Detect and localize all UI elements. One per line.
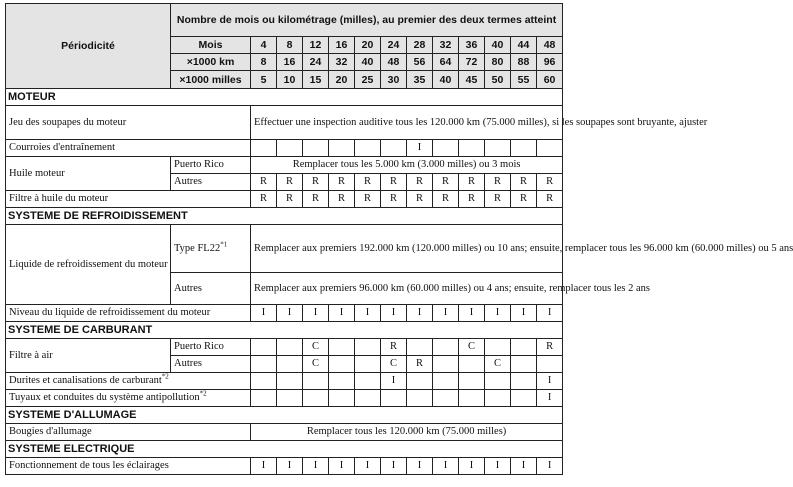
interval-value: 15: [303, 71, 329, 89]
item-label: Filtre à huile du moteur: [6, 191, 251, 208]
service-mark: C: [459, 339, 485, 356]
section-title: MOTEUR: [6, 89, 563, 106]
service-mark: I: [381, 458, 407, 475]
service-mark: [355, 339, 381, 356]
service-mark: I: [511, 305, 537, 322]
service-mark: [485, 373, 511, 390]
section-title: SYSTEME D'ALLUMAGE: [6, 407, 563, 424]
service-mark: R: [511, 191, 537, 208]
interval-value: 35: [407, 71, 433, 89]
service-mark: I: [381, 373, 407, 390]
service-mark: R: [381, 339, 407, 356]
service-mark: I: [459, 305, 485, 322]
interval-value: 10: [277, 71, 303, 89]
service-mark: R: [277, 191, 303, 208]
interval-value: 64: [433, 54, 459, 71]
service-mark: [251, 390, 277, 407]
service-mark: [251, 339, 277, 356]
interval-value: 40: [355, 54, 381, 71]
interval-value: 88: [511, 54, 537, 71]
service-mark: I: [277, 305, 303, 322]
service-mark: I: [251, 305, 277, 322]
interval-value: 96: [537, 54, 563, 71]
service-mark: R: [433, 174, 459, 191]
section-electrique: [6, 441, 563, 458]
service-mark: R: [511, 174, 537, 191]
item-label: Courroies d'entraînement: [6, 140, 251, 157]
interval-value: 40: [433, 71, 459, 89]
service-mark: [433, 390, 459, 407]
item-label: [6, 373, 251, 390]
section-title: SYSTEME ELECTRIQUE: [6, 441, 563, 458]
service-mark: [329, 140, 355, 157]
item-label: Jeu des soupapes du moteur: [6, 106, 251, 140]
row-liquide-fl22: [6, 225, 563, 273]
service-mark: [303, 390, 329, 407]
service-mark: R: [537, 339, 563, 356]
service-mark: [511, 390, 537, 407]
service-mark: [277, 373, 303, 390]
row-eclairages: [6, 458, 563, 475]
section-moteur: [6, 89, 563, 106]
interval-value: 72: [459, 54, 485, 71]
item-label: Bougies d'allumage: [6, 424, 251, 441]
item-label: Filtre à air: [6, 339, 171, 373]
service-mark: [303, 140, 329, 157]
service-mark: R: [459, 174, 485, 191]
service-mark: [511, 140, 537, 157]
item-label: Niveau du liquide de refroidissement du moteur: [6, 305, 251, 322]
service-mark: R: [407, 191, 433, 208]
service-mark: R: [251, 191, 277, 208]
service-mark: R: [485, 174, 511, 191]
section-title: SYSTEME DE CARBURANT: [6, 322, 563, 339]
service-mark: C: [485, 356, 511, 373]
row-durites: [6, 373, 563, 390]
service-mark: [277, 356, 303, 373]
service-mark: R: [303, 191, 329, 208]
service-mark: R: [407, 174, 433, 191]
service-mark: [329, 373, 355, 390]
service-mark: [433, 339, 459, 356]
header-label-km: ×1000 km: [171, 54, 251, 71]
footnote-marker: *2: [199, 389, 207, 398]
service-mark: R: [381, 191, 407, 208]
interval-value: 4: [251, 37, 277, 54]
interval-value: 32: [329, 54, 355, 71]
service-mark: R: [433, 191, 459, 208]
item-label: Huile moteur: [6, 157, 171, 191]
header-label-milles: ×1000 milles: [171, 71, 251, 89]
row-huile-pr: [6, 157, 563, 174]
row-niveau-liquide: [6, 305, 563, 322]
service-mark: [355, 356, 381, 373]
service-mark: R: [251, 174, 277, 191]
interval-value: 16: [277, 54, 303, 71]
service-mark: I: [407, 305, 433, 322]
item-sublabel: [171, 225, 251, 273]
footnote-marker: *1: [220, 240, 228, 248]
row-tuyaux: [6, 390, 563, 407]
service-mark: [537, 140, 563, 157]
service-mark: C: [381, 356, 407, 373]
interval-value: 25: [355, 71, 381, 89]
item-instruction: Remplacer tous les 5.000 km (3.000 milles) ou 3 mois: [251, 157, 563, 174]
interval-value: 28: [407, 37, 433, 54]
footnote-marker: *2: [161, 372, 169, 381]
service-mark: [407, 339, 433, 356]
service-mark: [277, 390, 303, 407]
interval-value: 12: [303, 37, 329, 54]
interval-value: 48: [537, 37, 563, 54]
service-mark: [381, 140, 407, 157]
interval-title: Nombre de mois ou kilométrage (milles), au premier des deux termes atteint: [171, 4, 563, 37]
interval-value: 24: [303, 54, 329, 71]
service-mark: R: [537, 174, 563, 191]
service-mark: R: [485, 191, 511, 208]
interval-value: 48: [381, 54, 407, 71]
item-instruction: Remplacer aux premiers 192.000 km (120.000 milles) ou 10 ans; ensuite, remplacer tous les 96.000 km (60.000 milles) ou 5 ans: [251, 225, 563, 273]
service-mark: R: [537, 191, 563, 208]
maintenance-schedule: [5, 3, 793, 475]
service-mark: [303, 373, 329, 390]
service-mark: I: [381, 305, 407, 322]
service-mark: I: [485, 458, 511, 475]
service-mark: [511, 373, 537, 390]
service-mark: I: [251, 458, 277, 475]
service-mark: I: [355, 305, 381, 322]
interval-value: 45: [459, 71, 485, 89]
service-mark: [251, 356, 277, 373]
header-title-row: [6, 4, 563, 37]
service-mark: [381, 390, 407, 407]
section-title: SYSTEME DE REFROIDISSEMENT: [6, 208, 563, 225]
interval-value: 36: [459, 37, 485, 54]
service-mark: R: [381, 174, 407, 191]
interval-value: 60: [537, 71, 563, 89]
section-carburant: [6, 322, 563, 339]
service-mark: [433, 356, 459, 373]
service-mark: [251, 373, 277, 390]
row-bougies: [6, 424, 563, 441]
item-sublabel: Autres: [171, 174, 251, 191]
service-mark: [277, 339, 303, 356]
interval-value: 55: [511, 71, 537, 89]
service-mark: R: [303, 174, 329, 191]
label-text: Durites et canalisations de carburant: [9, 375, 162, 386]
service-mark: [433, 373, 459, 390]
service-mark: [251, 140, 277, 157]
interval-value: 20: [329, 71, 355, 89]
item-sublabel: Puerto Rico: [171, 339, 251, 356]
interval-value: 20: [355, 37, 381, 54]
section-refroidissement: [6, 208, 563, 225]
label-text: Tuyaux et conduites du système antipollution: [9, 392, 200, 403]
item-instruction: Remplacer tous les 120.000 km (75.000 milles): [251, 424, 563, 441]
service-mark: [407, 390, 433, 407]
service-mark: [537, 356, 563, 373]
service-mark: C: [303, 339, 329, 356]
service-mark: I: [459, 458, 485, 475]
interval-value: 56: [407, 54, 433, 71]
item-instruction: Effectuer une inspection auditive tous les 120.000 km (75.000 milles), si les soupapes sont bruyante, ajuster: [251, 106, 563, 140]
service-mark: R: [407, 356, 433, 373]
interval-value: 40: [485, 37, 511, 54]
item-instruction: Remplacer aux premiers 96.000 km (60.000 milles) ou 4 ans; ensuite, remplacer tous les 2 ans: [251, 273, 563, 305]
interval-value: 8: [277, 37, 303, 54]
service-mark: I: [303, 458, 329, 475]
section-allumage: [6, 407, 563, 424]
service-mark: R: [329, 191, 355, 208]
periodicite-header: Périodicité: [6, 4, 171, 89]
service-mark: I: [329, 458, 355, 475]
service-mark: I: [433, 458, 459, 475]
service-mark: I: [303, 305, 329, 322]
interval-value: 16: [329, 37, 355, 54]
row-courroies: [6, 140, 563, 157]
interval-value: 30: [381, 71, 407, 89]
row-jeu-soupapes: [6, 106, 563, 140]
service-mark: I: [485, 305, 511, 322]
service-mark: [511, 356, 537, 373]
service-mark: I: [433, 305, 459, 322]
service-mark: I: [277, 458, 303, 475]
interval-value: 44: [511, 37, 537, 54]
service-mark: [459, 390, 485, 407]
service-mark: [485, 390, 511, 407]
row-filtre-air-pr: [6, 339, 563, 356]
service-mark: [407, 373, 433, 390]
service-mark: [355, 390, 381, 407]
interval-value: 5: [251, 71, 277, 89]
service-mark: I: [355, 458, 381, 475]
interval-value: 32: [433, 37, 459, 54]
service-mark: [459, 140, 485, 157]
service-mark: R: [277, 174, 303, 191]
service-mark: I: [407, 140, 433, 157]
maintenance-table: [5, 3, 793, 475]
header-label-mois: Mois: [171, 37, 251, 54]
item-label: [6, 390, 251, 407]
service-mark: [277, 140, 303, 157]
service-mark: [355, 373, 381, 390]
sublabel-text: Type FL22: [174, 242, 221, 254]
service-mark: C: [303, 356, 329, 373]
item-sublabel: Puerto Rico: [171, 157, 251, 174]
service-mark: [329, 390, 355, 407]
item-sublabel: Autres: [171, 356, 251, 373]
service-mark: [485, 339, 511, 356]
service-mark: R: [459, 191, 485, 208]
service-mark: [433, 140, 459, 157]
service-mark: R: [329, 174, 355, 191]
item-label: Liquide de refroidissement du moteur: [6, 225, 171, 305]
service-mark: R: [355, 191, 381, 208]
service-mark: R: [355, 174, 381, 191]
service-mark: I: [537, 390, 563, 407]
interval-value: 50: [485, 71, 511, 89]
item-sublabel: Autres: [171, 273, 251, 305]
service-mark: [485, 140, 511, 157]
interval-value: 8: [251, 54, 277, 71]
service-mark: I: [537, 373, 563, 390]
interval-value: 24: [381, 37, 407, 54]
service-mark: I: [329, 305, 355, 322]
service-mark: I: [537, 305, 563, 322]
item-label: Fonctionnement de tous les éclairages: [6, 458, 251, 475]
service-mark: [355, 140, 381, 157]
service-mark: I: [537, 458, 563, 475]
service-mark: [511, 339, 537, 356]
service-mark: [459, 356, 485, 373]
row-filtre-huile: [6, 191, 563, 208]
interval-value: 80: [485, 54, 511, 71]
service-mark: [459, 373, 485, 390]
service-mark: I: [511, 458, 537, 475]
service-mark: I: [407, 458, 433, 475]
service-mark: [329, 339, 355, 356]
service-mark: [329, 356, 355, 373]
